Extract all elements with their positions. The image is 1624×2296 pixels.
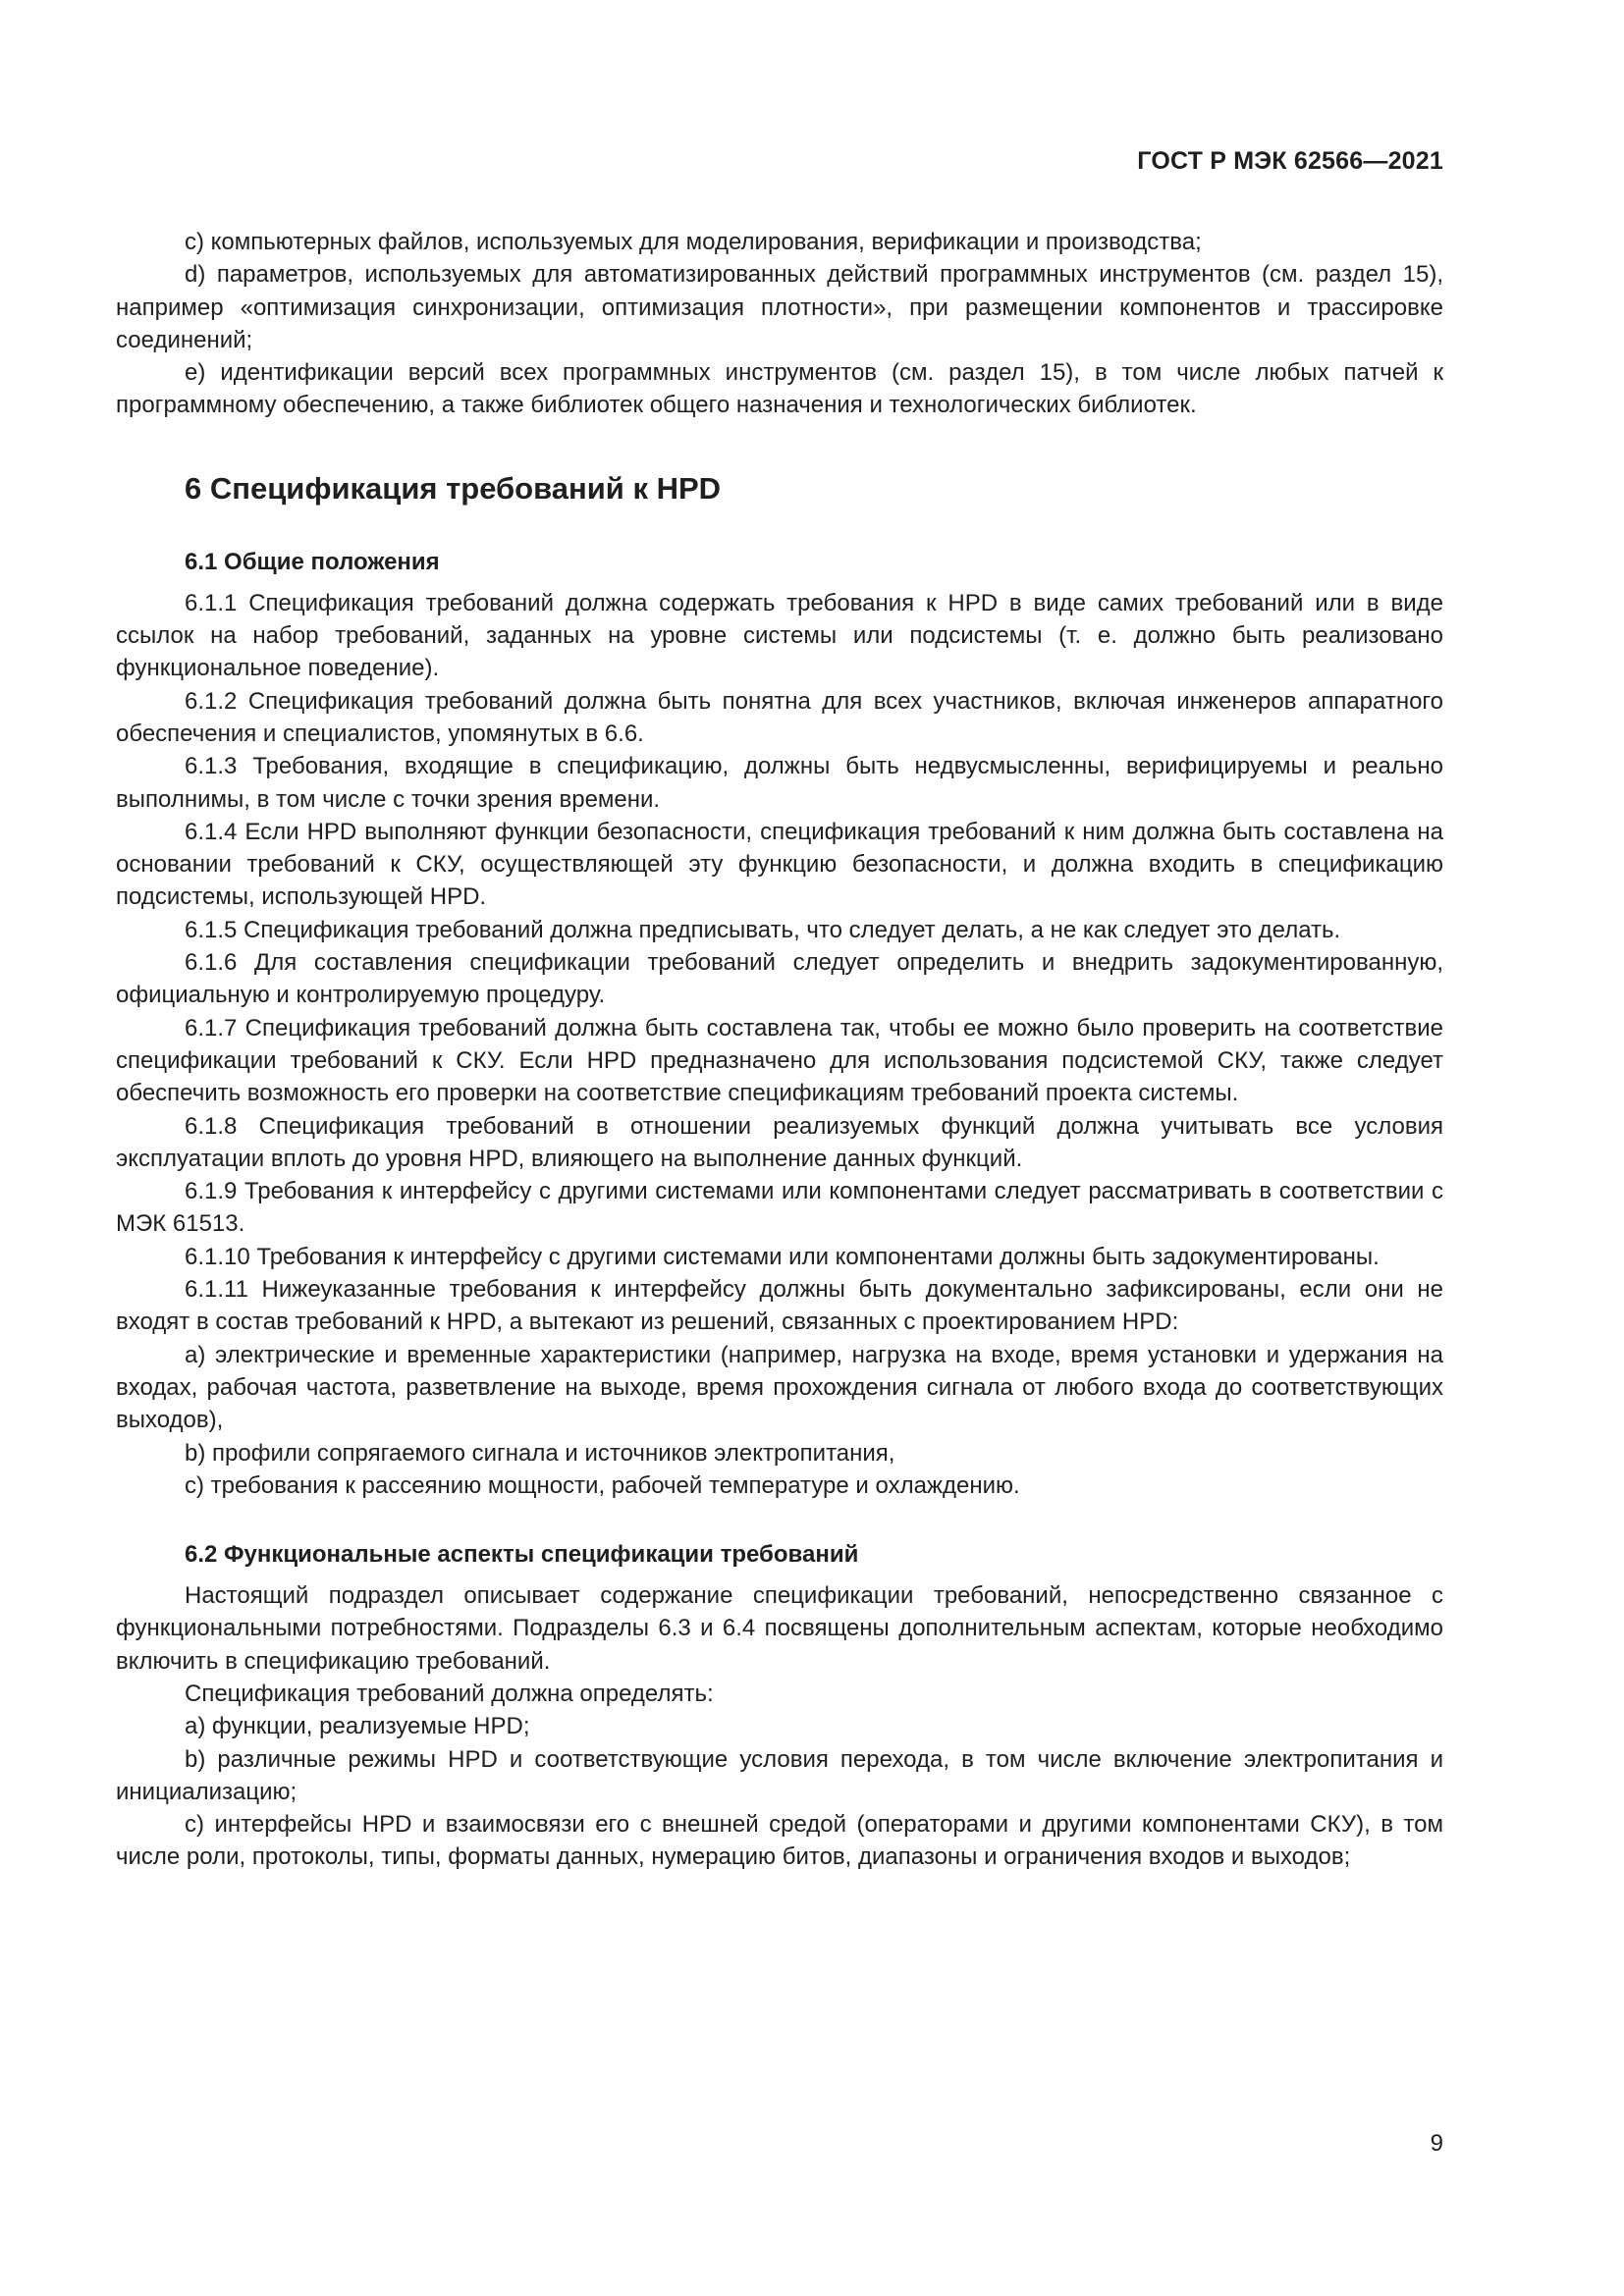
paragraph-6-1-8: 6.1.8 Спецификация требований в отношении реализуемых функций должна учитывать все условия эксплуатации вплоть до уровня HPD, влияющего на выполнение данных функций. [116,1112,1443,1172]
paragraph-6-1-3: 6.1.3 Требования, входящие в спецификацию, должны быть недвусмысленны, верифицируемы и реально выполнимы, в том числе с точки зрения времени. [116,753,1443,813]
intro-item-c: c) компьютерных файлов, используемых для моделирования, верификации и производства; [185,229,1202,255]
paragraph-6-1-4: 6.1.4 Если HPD выполняют функции безопасности, спецификация требований к ним должна быть составлена на основании требований к СКУ, осуществляющей эту функцию безопасности, и должна входить в спецификацию подсистемы, использующей HPD. [116,818,1443,911]
intro-item-e: e) идентификации версий всех программных инструментов (см. раздел 15), в том числе любых патчей к программному обеспечению, а также библиотек общего назначения и технологических библиотек. [116,359,1443,419]
intro-item-d: d) параметров, используемых для автоматизированных действий программных инструментов (см. раздел 15), например «оптимизация синхронизации, оптимизация плотности», при размещении компонентов и трассировке соединений; [116,261,1443,353]
list-item-6-2-a: a) функции, реализуемые HPD; [185,1713,530,1740]
page-number: 9 [1430,2130,1443,2157]
paragraph-6-1-10: 6.1.10 Требования к интерфейсу с другими системами или компонентами должны быть задокументированы. [185,1243,1380,1270]
list-item-6-1-11-b: b) профили сопрягаемого сигнала и источников электропитания, [185,1439,895,1467]
subsection-6-1-heading: 6.1 Общие положения [185,548,440,575]
paragraph-6-1-7: 6.1.7 Спецификация требований должна быть составлена так, чтобы ее можно было проверить на соответствие спецификации требований к СКУ. Если HPD предназначено для использования подсистемой СКУ, также следует обеспечить возможность его проверки на соответствие спецификациям требований проекта системы. [116,1014,1443,1107]
paragraph-6-1-6: 6.1.6 Для составления спецификации требований следует определить и внедрить задокументированную, официальную и контролируемую процедуру. [116,949,1443,1009]
list-item-6-1-11-c: c) требования к рассеянию мощности, рабочей температуре и охлаждению. [185,1471,1020,1499]
document-header: ГОСТ Р МЭК 62566—2021 [1137,147,1443,175]
paragraph-6-1-11: 6.1.11 Нижеуказанные требования к интерфейсу должны быть документально зафиксированы, если они не входят в состав требований к HPD, а вытекают из решений, связанных с проектированием HPD: [116,1276,1443,1336]
section-6-heading: 6 Спецификация требований к HPD [185,470,722,506]
paragraph-6-1-1: 6.1.1 Спецификация требований должна содержать требования к HPD в виде самих требований или в виде ссылок на набор требований, заданных на уровне системы или подсистемы (т. е. должно быть реализовано функциональное поведение). [116,589,1443,682]
list-item-6-1-11-a: a) электрические и временные характеристики (например, нагрузка на входе, время установки и удержания на входах, рабочая частота, разветвление на выходе, время прохождения сигнала от любого входа до соответствующих выходов), [116,1341,1443,1434]
paragraph-6-1-5: 6.1.5 Спецификация требований должна предписывать, что следует делать, а не как следует это делать. [185,916,1341,943]
paragraph-6-2-intro: Настоящий подраздел описывает содержание спецификации требований, непосредственно связанное с функциональными потребностями. Подразделы 6.3 и 6.4 посвящены дополнительным аспектам, которые необходимо включить в спецификацию требований. [116,1582,1443,1675]
paragraph-6-1-9: 6.1.9 Требования к интерфейсу с другими системами или компонентами следует рассматривать в соответствии с МЭК 61513. [116,1178,1443,1238]
paragraph-6-1-2: 6.1.2 Спецификация требований должна быть понятна для всех участников, включая инженеров аппаратного обеспечения и специалистов, упомянутых в 6.6. [116,687,1443,747]
list-item-6-2-b: b) различные режимы HPD и соответствующие условия перехода, в том числе включение электропитания и инициализацию; [116,1745,1443,1805]
subsection-6-2-heading: 6.2 Функциональные аспекты спецификации требований [185,1541,859,1569]
page-body [116,226,1443,1874]
paragraph-6-2-lead: Спецификация требований должна определять: [185,1680,714,1707]
list-item-6-2-c: c) интерфейсы HPD и взаимосвязи его с внешней средой (операторами и другими компонентами СКУ), в том числе роли, протоколы, типы, форматы данных, нумерацию битов, диапазоны и ограничения входов и выходов; [116,1811,1443,1871]
